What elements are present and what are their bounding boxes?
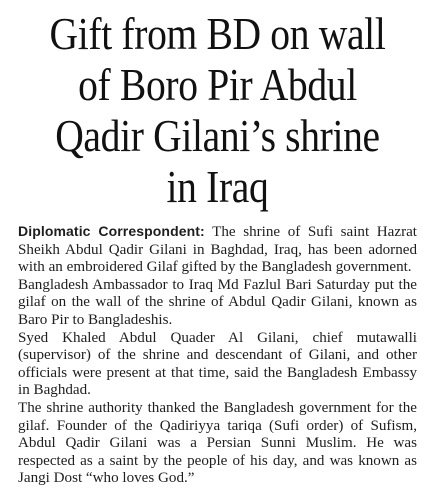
- paragraph-3: The shrine authority thanked the Bangladesh government for the gilaf. Founder of the Qadiriyya tariqa (Sufi order) of Sufism, Abdul Qadir Gilani was a Persian Sunni Muslim. He was respected as a saint by the people of his day, and was known as Jangi Dost “who loves God.”: [18, 399, 417, 487]
- article-headline: Gift from BD on wall of Boro Pir Abdul Qadir Gilani’s shrine in Iraq: [49, 8, 386, 212]
- article-body: [18, 223, 417, 488]
- lead-text: The shrine of Sufi saint Hazrat Sheikh Abdul Qadir Gilani in Baghdad, Iraq, has been adorned with an embroidered Gilaf gifted by the Bangladesh government.: [18, 224, 417, 276]
- byline: Diplomatic Correspondent:: [18, 223, 205, 239]
- lead-paragraph: [18, 223, 417, 277]
- paragraph-2: Syed Khaled Abdul Quader Al Gilani, chief mutawalli (supervisor) of the shrine and descendant of Gilani, and other officials were present at that time, said the Bangladesh Embassy in Baghdad.: [18, 329, 417, 399]
- paragraph-1: Bangladesh Ambassador to Iraq Md Fazlul Bari Saturday put the gilaf on the wall of the shrine of Abdul Qadir Gilani, known as Baro Pir to Bangladeshis.: [18, 276, 417, 328]
